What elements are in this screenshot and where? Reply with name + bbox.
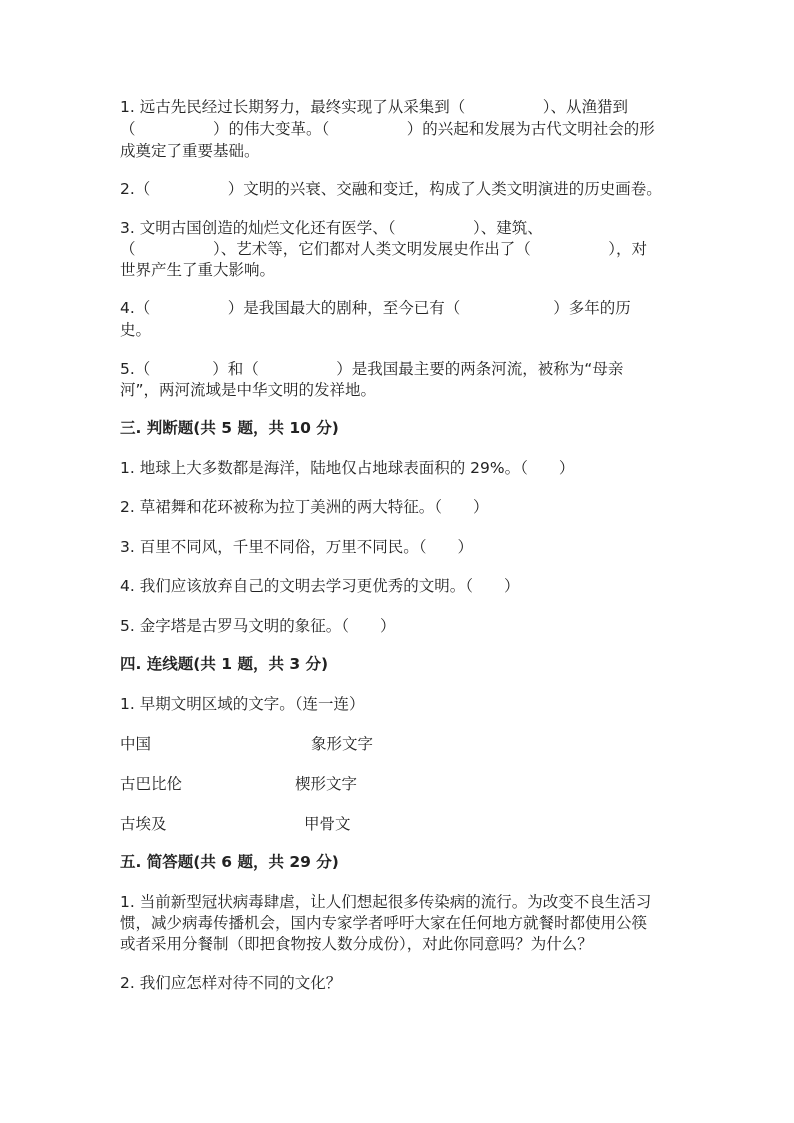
fill-q5-line-1: 5.（ ）和（ ）是我国最主要的两条河流，被称为“母亲 (120, 360, 624, 378)
matching-right-2: 楔形文字 (295, 775, 358, 793)
short-answer-section-title: 五. 简答题(共 6 题，共 29 分) (120, 853, 339, 871)
matching-right-3: 甲骨文 (304, 815, 351, 833)
fill-q2-line-1: 2.（ ）文明的兴衰、交融和变迁，构成了人类文明演进的历史画卷。 (120, 180, 662, 198)
fill-q4-line-2: 史。 (120, 321, 152, 339)
matching-left-3: 古埃及 (120, 815, 167, 833)
matching-left-2: 古巴比伦 (120, 775, 183, 793)
judge-section-title: 三. 判断题(共 5 题，共 10 分) (120, 419, 339, 437)
fill-q1-line-1: 1. 远古先民经过长期努力，最终实现了从采集到（ ）、从渔猎到 (120, 98, 628, 116)
short-answer-q1-line-1: 1. 当前新型冠状病毒肆虐，让人们想起很多传染病的流行。为改变不良生活习 (120, 893, 652, 911)
matching-section-title: 四. 连线题(共 1 题，共 3 分) (120, 655, 329, 673)
short-answer-q1-line-2: 惯，减少病毒传播机会，国内专家学者呼吁大家在任何地方就餐时都使用公筷 (120, 914, 648, 932)
matching-right-1: 象形文字 (311, 735, 374, 753)
judge-item-2: 2. 草裙舞和花环被称为拉丁美洲的两大特征。（ ） (120, 498, 489, 516)
fill-q3-line-1: 3. 文明古国创造的灿烂文化还有医学、（ ）、建筑、 (120, 219, 543, 237)
judge-item-4: 4. 我们应该放弃自己的文明去学习更优秀的文明。（ ） (120, 577, 520, 595)
fill-q5-line-2: 河”，两河流域是中华文明的发祥地。 (120, 381, 377, 399)
matching-question: 1. 早期文明区域的文字。（连一连） (120, 695, 365, 713)
matching-left-1: 中国 (120, 735, 152, 753)
judge-item-1: 1. 地球上大多数都是海洋，陆地仅占地球表面积的 29%。（ ） (120, 459, 575, 477)
fill-q3-line-3: 世界产生了重大影响。 (120, 261, 276, 279)
fill-q1-line-2: （ ）的伟大变革。（ ）的兴起和发展为古代文明社会的形 (120, 120, 655, 138)
judge-item-5: 5. 金字塔是古罗马文明的象征。（ ） (120, 617, 396, 635)
short-answer-q1-line-3: 或者采用分餐制（即把食物按人数分成份），对此你同意吗？为什么？ (120, 935, 593, 953)
fill-q1-line-3: 成奠定了重要基础。 (120, 142, 260, 160)
judge-item-3: 3. 百里不同风，千里不同俗，万里不同民。（ ） (120, 538, 473, 556)
fill-q3-line-2: （ ）、艺术等，它们都对人类文明发展史作出了（ ），对 (120, 240, 648, 258)
fill-q4-line-1: 4.（ ）是我国最大的剧种，至今已有（ ）多年的历 (120, 299, 631, 317)
short-answer-q2: 2. 我们应怎样对待不同的文化？ (120, 974, 342, 992)
